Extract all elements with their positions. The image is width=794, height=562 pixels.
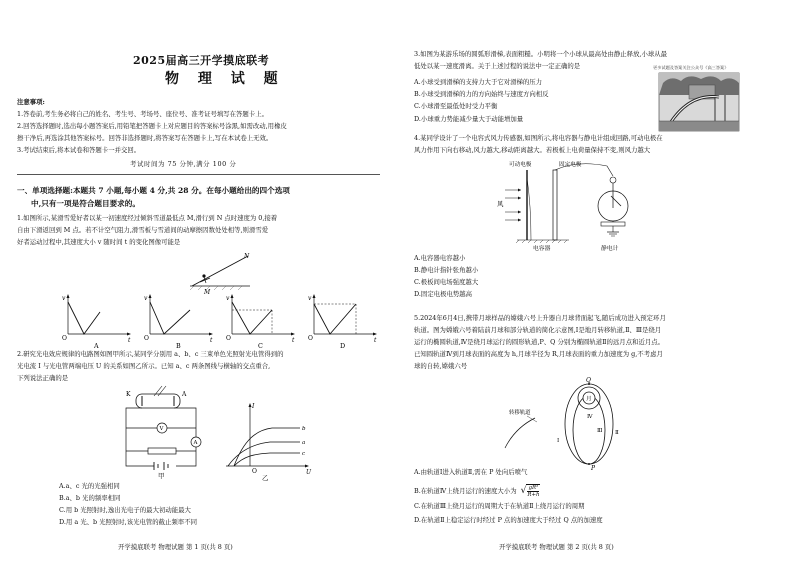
page-footer: 开学摸底联考 物理试题 第 1 页(共 8 页) [118,543,233,551]
q5-stem: 已知圆轨道Ⅳ到月球表面的高度为 h,月球半径为 R,月球表面的重力加速度为 g,不考虑月 [414,350,663,358]
q1-slope-figure [180,252,270,296]
q5-stem: 运行的椭圆轨道,Ⅳ是绕月球运行的圆形轨道,P、Q 分别为椭圆轨道Ⅱ的远月点和近月点。 [414,338,665,346]
origin-label: O [226,335,231,342]
curve-label: a [302,440,306,446]
capacitor-label: 电容器 [533,246,551,252]
q4-option-b: B.静电计指针张角越小 [414,266,479,274]
divider [17,174,380,175]
exam-title: 2025届高三开学摸底联考 [133,54,270,67]
q2-option-a: A.a、c 光的光强相同 [59,482,120,490]
curve-label: c [302,451,306,457]
q1-stem: 自由下滑返回到 M 点。若不计空气阻力,滑雪板与雪道间的动摩擦因数处处相等,则滑雪爱 [17,226,269,234]
q5-stem: 5.2024年6月4日,携带月球样品的嫦娥六号上升器自月球背面起飞,随后成功进入预定环月 [414,314,666,322]
q5-option-b [414,484,540,498]
sqrt-sign: √ [520,485,527,496]
q1-stem: 好者运动过程中,其速度大小 v 随时间 t 的变化图像可能是 [17,238,181,246]
q3-option-d: D.小球重力势能减少量大于动能增加量 [414,115,524,123]
q5-stem: 轨道。图为嫦娥六号着陆前月球和部分轨道的简化示意图,Ⅰ是地月转移轨道,Ⅱ、Ⅲ是绕月 [414,326,662,334]
electroscope-label: 静电计 [601,246,619,252]
notice-line: 1.答卷前,考生务必将自己的姓名、考生号、考场号、座位号、准考证号填写在答题卡上。 [17,110,268,118]
page-footer: 开学摸底联考 物理试题 第 2 页(共 8 页) [499,543,614,551]
movable-electrode-label: 可动电极 [509,162,532,168]
q2-stem: 2.研究光电效应规律的电路图如图甲所示,某同学分别用 a、b、c 三束单色光照射光电管得到的 [17,350,284,358]
q4-option-d: D.固定电极电势越高 [414,290,473,298]
curve-label: b [302,426,306,432]
point-m-label: M [204,289,211,296]
q3-watermark-note: 更多试题及答案关注公众号《高三答案》 [653,65,729,70]
q4-sensor-figure [497,160,647,252]
fraction-numerator: gR² [528,485,539,491]
moon-label: 月 [586,396,592,403]
section-heading: 一、单项选择题:本题共 7 小题,每小题 4 分,共 28 分。在每小题给出的四个选项 [17,186,290,195]
figure-jia-label: 甲 [158,472,165,480]
q4-stem: 风力作用下向右移动,风力越大,移动距离越大。若极板上电荷量保持不变,则风力越大 [414,146,651,154]
axis-t-label: t [292,337,295,344]
q5-option-a: A.由轨道Ⅰ进入轨道Ⅱ,需在 P 处向后喷气 [414,468,528,476]
section-heading: 中,只有一项是符合题目要求的。 [31,199,140,208]
origin-label: O [144,335,149,342]
q1-graph-c [222,292,298,350]
axis-t-label: t [374,337,377,344]
q1-graph-d [304,292,380,350]
origin-label: O [252,468,257,475]
orbit-iii-label: Ⅲ [597,428,603,434]
orbit-iv-label: Ⅳ [587,414,593,420]
fixed-electrode-label: 固定电极 [559,162,582,168]
q5-option-c: C.在轨道Ⅲ上绕月运行的周期大于在轨道Ⅱ上绕月运行的周期 [414,502,585,510]
point-p-label: P [591,465,596,472]
transfer-orbit-label: 转移轨道 [509,410,531,416]
voltmeter-label: V [159,426,164,432]
q5-option-b-text: B.在轨道Ⅳ上绕月运行的速度大小为 [414,487,517,495]
right-page [397,0,794,562]
q1-graph-a [58,292,134,350]
q3-stem: 低处以某一速度滑离。关于上述过程的说法中一定正确的是 [414,62,581,70]
sqrt-expression [521,484,541,498]
ammeter-label: A [193,440,198,446]
axis-v-label: v [308,295,312,302]
q2-stem: 下列说法正确的是 [17,374,69,382]
axis-v-label: v [144,295,148,302]
axis-t-label: t [210,337,213,344]
notice-line: 擦干净后,再选涂其他答案标号。回答非选择题时,将答案写在答题卡上,写在本试卷上无效。 [17,134,273,142]
q1-graph-b [140,292,216,350]
q5-option-d: D.在轨道Ⅱ上稳定运行时经过 P 点的加速度大于经过 Q 点的加速度 [414,516,603,524]
origin-label: O [62,335,67,342]
option-d-label: D [340,342,346,350]
q3-slide-photo [659,73,739,131]
exam-time-info: 考试时间为 75 分钟,满分 100 分 [130,160,237,168]
q2-option-d: D.用 a 光、b 光照射时,该光电管的截止频率不同 [59,518,197,526]
figure-yi-label: 乙 [262,474,269,482]
axis-u-label: U [306,469,312,476]
q4-option-c: C.极板间电场强度越大 [414,278,479,286]
q2-option-c: C.用 b 光照射时,逸出光电子的最大初动能最大 [59,506,191,514]
q5-stem: 球的自转,嫦娥六号 [414,362,468,370]
axis-t-label: t [128,337,131,344]
orbit-ii-label: Ⅱ [615,430,619,436]
q4-option-a: A.电容器电容越小 [414,254,466,262]
q3-option-b: B.小球受到滑梯的力的方向始终与速度方向相反 [414,90,549,98]
q2-circuit-figure [118,386,214,478]
origin-label: O [308,335,313,342]
fraction-denominator: R+h [527,492,540,498]
q4-stem: 4.某同学设计了一个电容式风力传感器,如图所示,将电容器与静电计组成回路,可动电极在 [414,134,663,142]
wind-label: 风 [497,200,504,208]
exam-subject: 物 理 试 题 [165,71,285,87]
q2-option-b: B.a、b 光的频率相同 [59,494,121,502]
option-c-label: C [258,342,263,350]
point-n-label: N [244,253,250,260]
axis-v-label: v [62,295,66,302]
q3-option-a: A.小球受到滑梯的支持力大于它对滑梯的压力 [414,78,543,86]
q2-iu-graph [222,400,314,480]
q1-stem: 1.如图所示,某滑雪爱好者以某一初速度经过倾斜雪道最低点 M,滑行到 N 点时速度为 0,接着 [17,214,278,222]
anode-a-label: A [182,391,187,398]
axis-i-label: I [252,403,255,410]
notice-line: 3.考试结束后,将本试卷和答题卡一并交回。 [17,146,141,154]
q5-orbit-figure [505,377,625,472]
orbit-i-label: Ⅰ [557,438,560,444]
q3-stem: 3.如图为某游乐场的圆弧形滑梯,表面粗糙。小明将一个小球从最高处由静止释放,小球从最 [414,50,668,58]
point-q-label: Q [586,377,591,384]
notice-line: 2.回答选择题时,选出每小题答案后,用铅笔把答题卡上对应题目的答案标号涂黑,如需改动,用橡皮 [17,122,287,130]
axis-v-label: v [226,295,230,302]
notice-heading: 注意事项: [17,98,45,106]
q2-stem: 光电流 I 与光电管两端电压 U 的关系如图乙所示。已知 a、c 两条图线与横轴的交点重合, [17,362,271,370]
cathode-k-label: K [126,391,131,398]
sqrt-radicand [526,484,540,498]
option-a-label: A [94,342,99,350]
option-b-label: B [176,342,181,350]
q3-option-c: C.小球滑至最低处时受力平衡 [414,102,498,110]
